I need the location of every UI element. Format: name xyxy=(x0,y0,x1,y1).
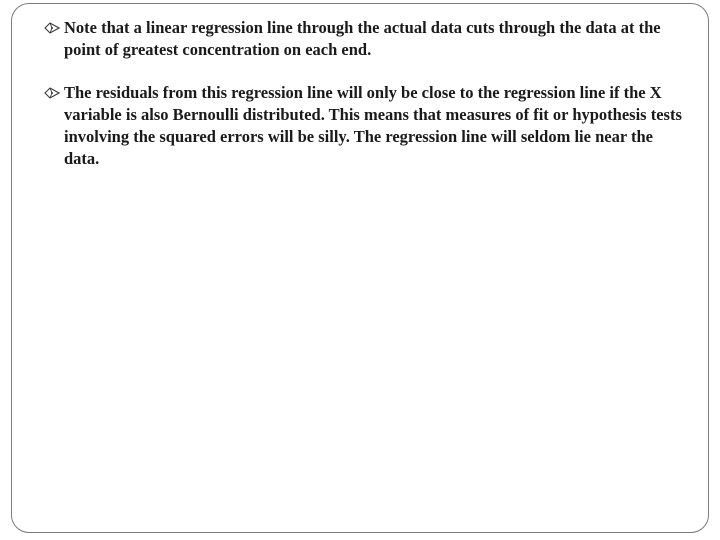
pen-nib-icon xyxy=(44,86,60,100)
bullet-list xyxy=(44,17,684,191)
bullet-text: Note that a linear regression line through the actual data cuts through the data at the point of greatest concentration on each end. xyxy=(64,18,661,59)
bullet-item-2 xyxy=(44,82,684,170)
bullet-item-1 xyxy=(44,17,684,61)
pen-nib-icon xyxy=(44,21,60,35)
bullet-text: The residuals from this regression line will only be close to the regression line if the X variable is also Bernoulli distributed. This means that measures of fit or hypothesis tests involving the squared errors will be silly. The regression line will seldom lie near the data. xyxy=(64,83,682,168)
